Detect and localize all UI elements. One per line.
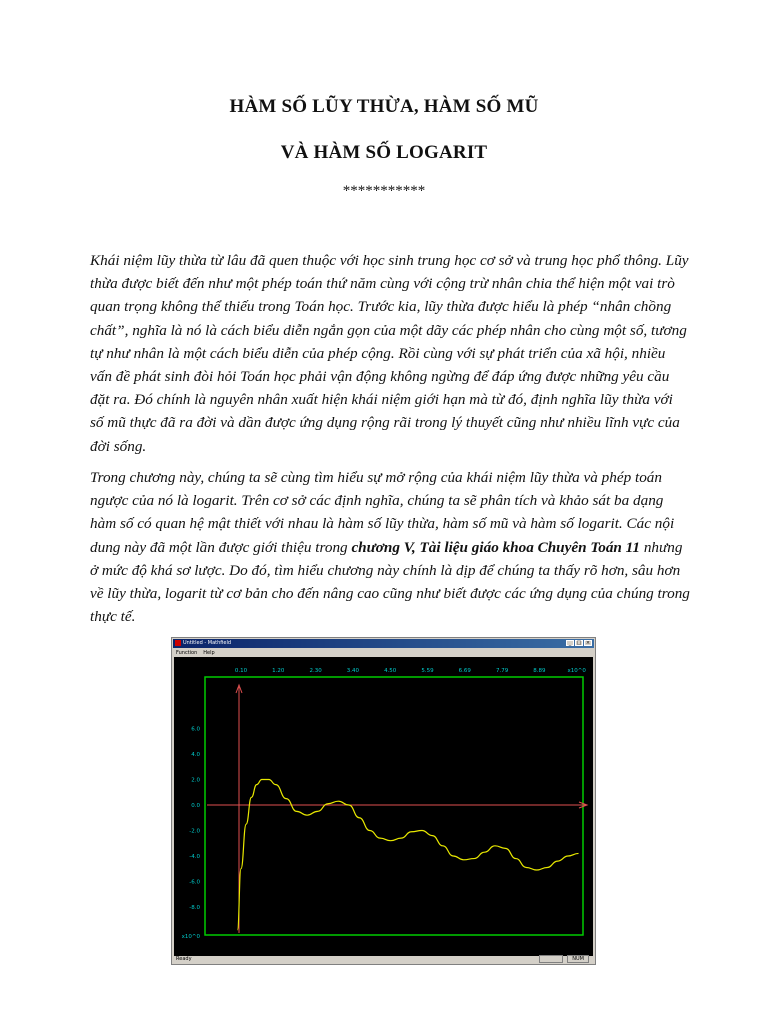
x-tick-label: 0.10 <box>234 668 248 674</box>
y-tick-label: 2.0 <box>191 777 200 784</box>
x-tick-label: 4.50 <box>384 668 397 674</box>
window-title: Untitled - Mathfield <box>183 640 232 646</box>
x-tick-label: 1.20 <box>272 668 285 674</box>
chapter-reference: chương V, Tài liệu giáo khoa Chuyên Toán 11 <box>351 538 641 556</box>
series-line <box>237 780 578 930</box>
y-tick-label: -8.0 <box>189 905 200 911</box>
x-tick-label: 7.79 <box>495 668 509 674</box>
x-tick-label: 8.89 <box>533 668 546 674</box>
chapter-paragraph-text-b: nhưng ở mức độ khá sơ lược. Do đó, tìm hiểu chương này chính là dịp để chúng ta thấy rõ hơn, sâu hơn về lũy thừa, logarit từ cơ bản cho đến nâng cao cũng như biết được các ứng dụng của chúng trong thực tế. <box>90 538 690 626</box>
num-lock-indicator: NUM <box>567 955 589 963</box>
x-tick-label: 2.30 <box>309 668 322 674</box>
y-tick-label: -6.0 <box>189 879 200 886</box>
y-tick-label: 0.0 <box>191 803 200 809</box>
menu-help[interactable]: Help <box>203 650 215 656</box>
x-tick-label: 6.69 <box>458 668 471 674</box>
y-tick-label: -4.0 <box>189 854 200 860</box>
close-button[interactable]: × <box>585 640 591 646</box>
plot-frame <box>205 677 583 935</box>
x-tick-label: x10^0 <box>567 668 586 674</box>
minimize-button[interactable]: _ <box>566 640 574 646</box>
intro-paragraph: Khái niệm lũy thừa từ lâu đã quen thuộc với học sinh trung học cơ sở và trung học phổ thông. Lũy thừa được biết đến như một phép toán thứ năm cùng với cộng trừ nhân chia thể hiện một vai trò quan trọng không thể thiếu trong Toán học. Trước kia, lũy thừa được hiểu là phép “nhân chồng chất”, nghĩa là nó là cách biểu diễn ngắn gọn của một dãy các phép nhân cho cùng một số, tương tự như nhân là một cách biểu diễn của phép cộng. Rồi cùng với sự phát triển của xã hội, nhiều vấn đề phát sinh đòi hỏi Toán học phải vận động không ngừng để đáp ứng được những yêu cầu đặt ra. Đó chính là nguyên nhân xuất hiện khái niệm giới hạn mà từ đó, định nghĩa lũy thừa với số mũ thực đã ra đời và dần được ứng dụng rộng rãi trong lý thuyết cũng như nhiều lĩnh vực của đời sống. <box>90 252 689 455</box>
menu-bar <box>174 649 215 657</box>
function-graph <box>174 657 593 956</box>
maximize-button[interactable]: □ <box>576 640 582 646</box>
y-tick-label: 6.0 <box>191 726 200 733</box>
menu-function[interactable]: Function <box>176 650 198 656</box>
status-text: Ready <box>176 956 192 962</box>
document-title-line1: HÀM SỐ LŨY THỪA, HÀM SỐ MŨ <box>229 96 539 117</box>
y-tick-label: x10^0 <box>181 934 200 940</box>
status-bar <box>174 955 593 963</box>
status-panel <box>539 955 563 963</box>
x-tick-label: 3.40 <box>346 668 360 674</box>
chapter-paragraph-text-a: Trong chương này, chúng ta sẽ cùng tìm hiểu sự mở rộng của khái niệm lũy thừa và phép toán ngược của nó là logarit. Trên cơ sở các định nghĩa, chúng ta sẽ phân tích và khảo sát ba dạng hàm số có quan hệ mật thiết với nhau là hàm số lũy thừa, hàm số mũ và hàm số logarit. Các nội dung này đã một lần được giới thiệu trong <box>90 469 675 556</box>
y-tick-label: -2.0 <box>189 828 200 835</box>
y-tick-label: 4.0 <box>191 752 200 758</box>
x-tick-label: 5.59 <box>421 668 434 674</box>
graph-window <box>171 637 596 965</box>
chapter-paragraph <box>90 466 690 628</box>
plot-area <box>174 657 593 956</box>
window-titlebar <box>173 639 594 648</box>
document-title-line2: VÀ HÀM SỐ LOGARIT <box>280 142 488 163</box>
app-icon <box>175 640 181 646</box>
title-separator: *********** <box>342 183 426 199</box>
